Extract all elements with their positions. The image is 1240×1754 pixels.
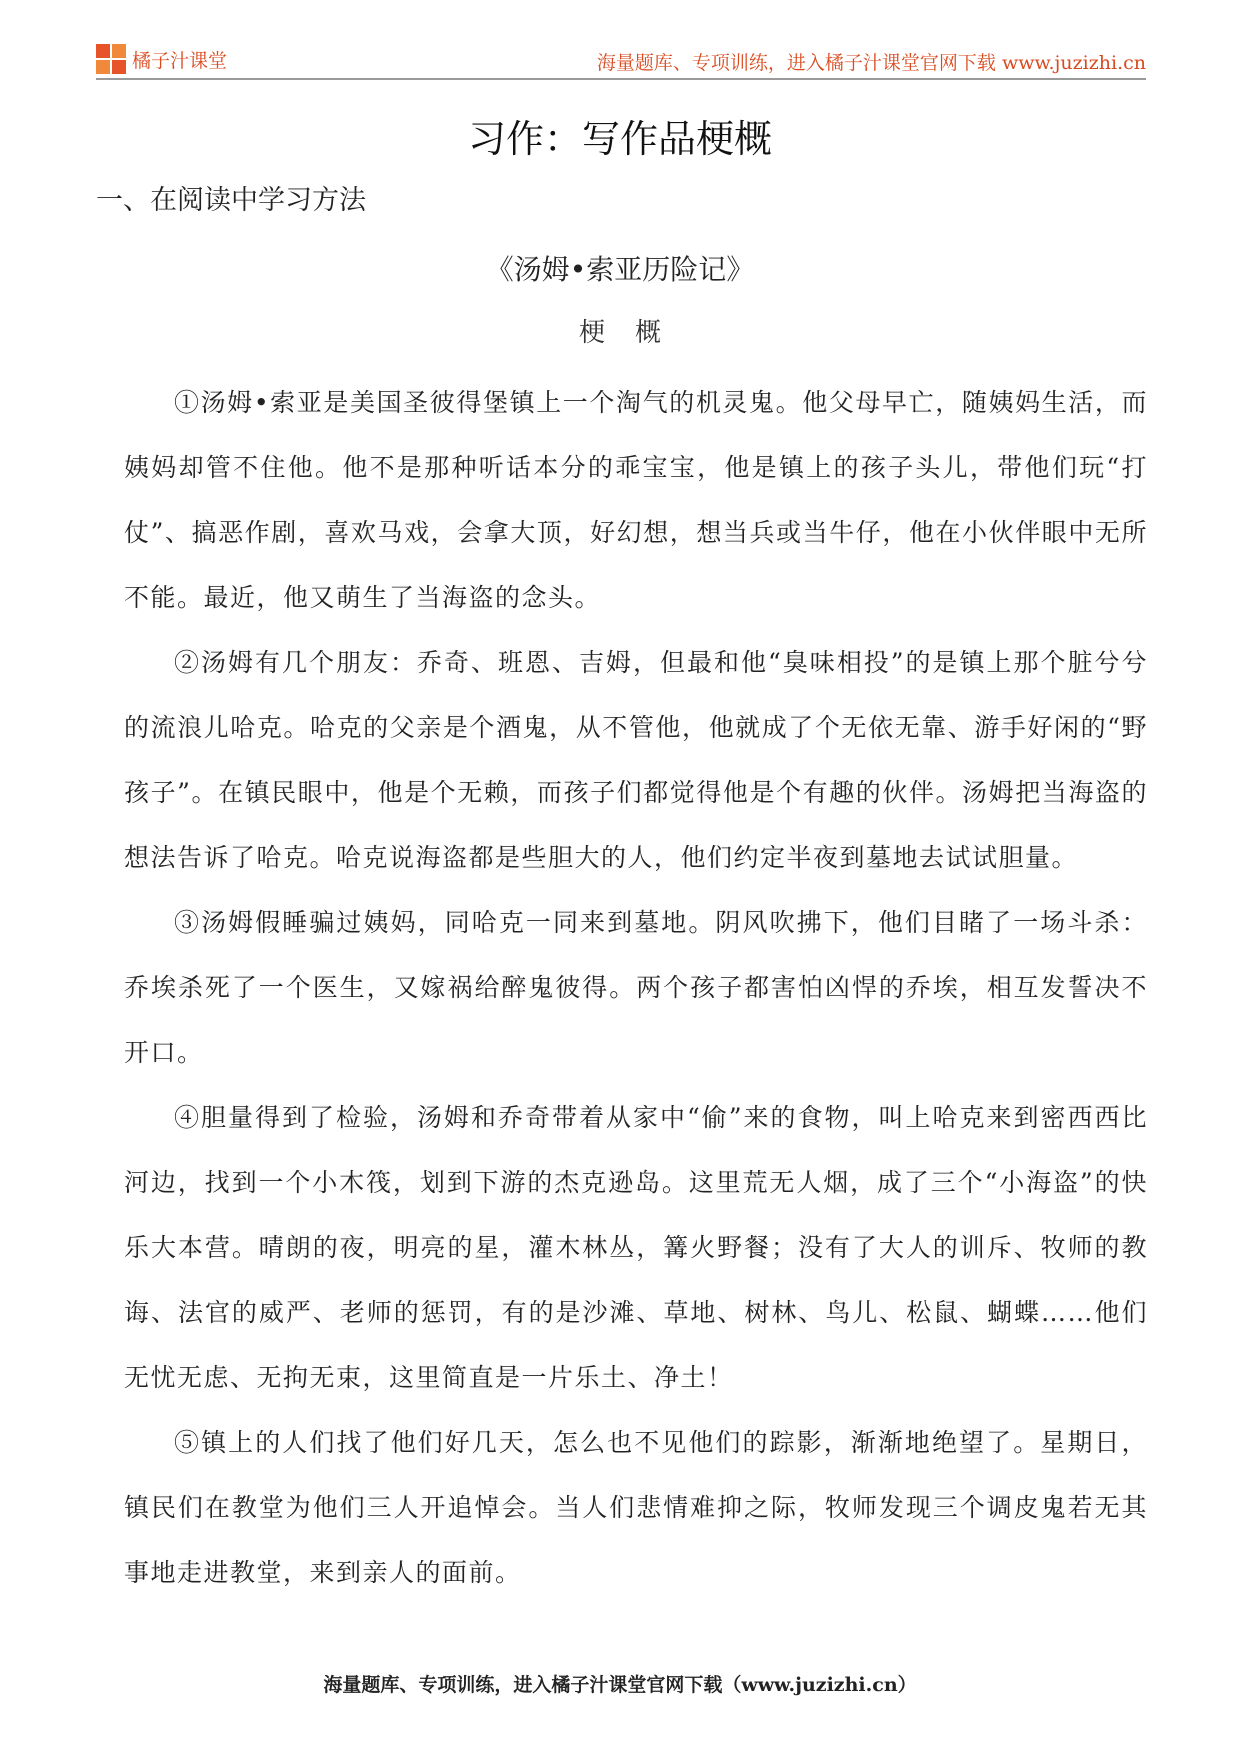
page-footer: 海量题库、专项训练，进入橘子汁课堂官网下载（www.juzizhi.cn） — [323, 1674, 917, 1696]
book-title: 《汤姆•索亚历险记》 — [485, 253, 755, 286]
paragraph-1: ①汤姆•索亚是美国圣彼得堡镇上一个淘气的机灵鬼。他父母早亡，随姨妈生活，而姨妈却管不住他。他不是那种听话本分的乖宝宝，他是镇上的孩子头儿，带他们玩“打仗”、搞恶作剧，喜欢马戏，会拿大顶，好幻想，想当兵或当牛仔，他在小伙伴眼中无所不能。最近，他又萌生了当海盗的念头。 — [124, 388, 1148, 612]
section-heading: 一、在阅读中学习方法 — [96, 185, 366, 216]
header-slogan: 海量题库、专项训练，进入橘子汁课堂官网下载 www.juzizhi.cn — [596, 52, 1146, 74]
page-title: 习作：写作品梗概 — [467, 117, 772, 161]
paragraph-5: ⑤镇上的人们找了他们好几天，怎么也不见他们的踪影，渐渐地绝望了。星期日，镇民们在教堂为他们三人开追悼会。当人们悲情难抑之际，牧师发现三个调皮鬼若无其事地走进教堂，来到亲人的面前。 — [124, 1428, 1148, 1587]
paragraph-2: ②汤姆有几个朋友：乔奇、班恩、吉姆，但最和他“臭味相投”的是镇上那个脏兮兮的流浪儿哈克。哈克的父亲是个酒鬼，从不管他，他就成了个无依无靠、游手好闲的“野孩子”。在镇民眼中，他是个无赖，而孩子们都觉得他是个有趣的伙伴。汤姆把当海盗的想法告诉了哈克。哈克说海盗都是些胆大的人，他们约定半夜到墓地去试试胆量。 — [124, 648, 1148, 872]
subtitle: 梗概 — [578, 318, 691, 348]
paragraph-4: ④胆量得到了检验，汤姆和乔奇带着从家中“偷”来的食物，叫上哈克来到密西西比河边，找到一个小木筏，划到下游的杰克逊岛。这里荒无人烟，成了三个“小海盗”的快乐大本营。晴朗的夜，明亮的星，灌木林丛，篝火野餐；没有了大人的训斥、牧师的教诲、法官的威严、老师的惩罚，有的是沙滩、草地、树林、鸟儿、松鼠、蝴蝶……他们无忧无虑、无拘无束，这里简直是一片乐土、净土！ — [124, 1103, 1148, 1392]
logo-text: 橘子汁课堂 — [132, 49, 228, 72]
brand-logo — [96, 42, 227, 76]
logo-icon — [96, 44, 126, 74]
summary-body — [124, 370, 1148, 1605]
page-header — [96, 42, 1146, 80]
paragraph-3: ③汤姆假睡骗过姨妈，同哈克一同来到墓地。阴风吹拂下，他们目睹了一场斗杀：乔埃杀死了一个医生，又嫁祸给醉鬼彼得。两个孩子都害怕凶悍的乔埃，相互发誓决不开口。 — [124, 908, 1148, 1067]
